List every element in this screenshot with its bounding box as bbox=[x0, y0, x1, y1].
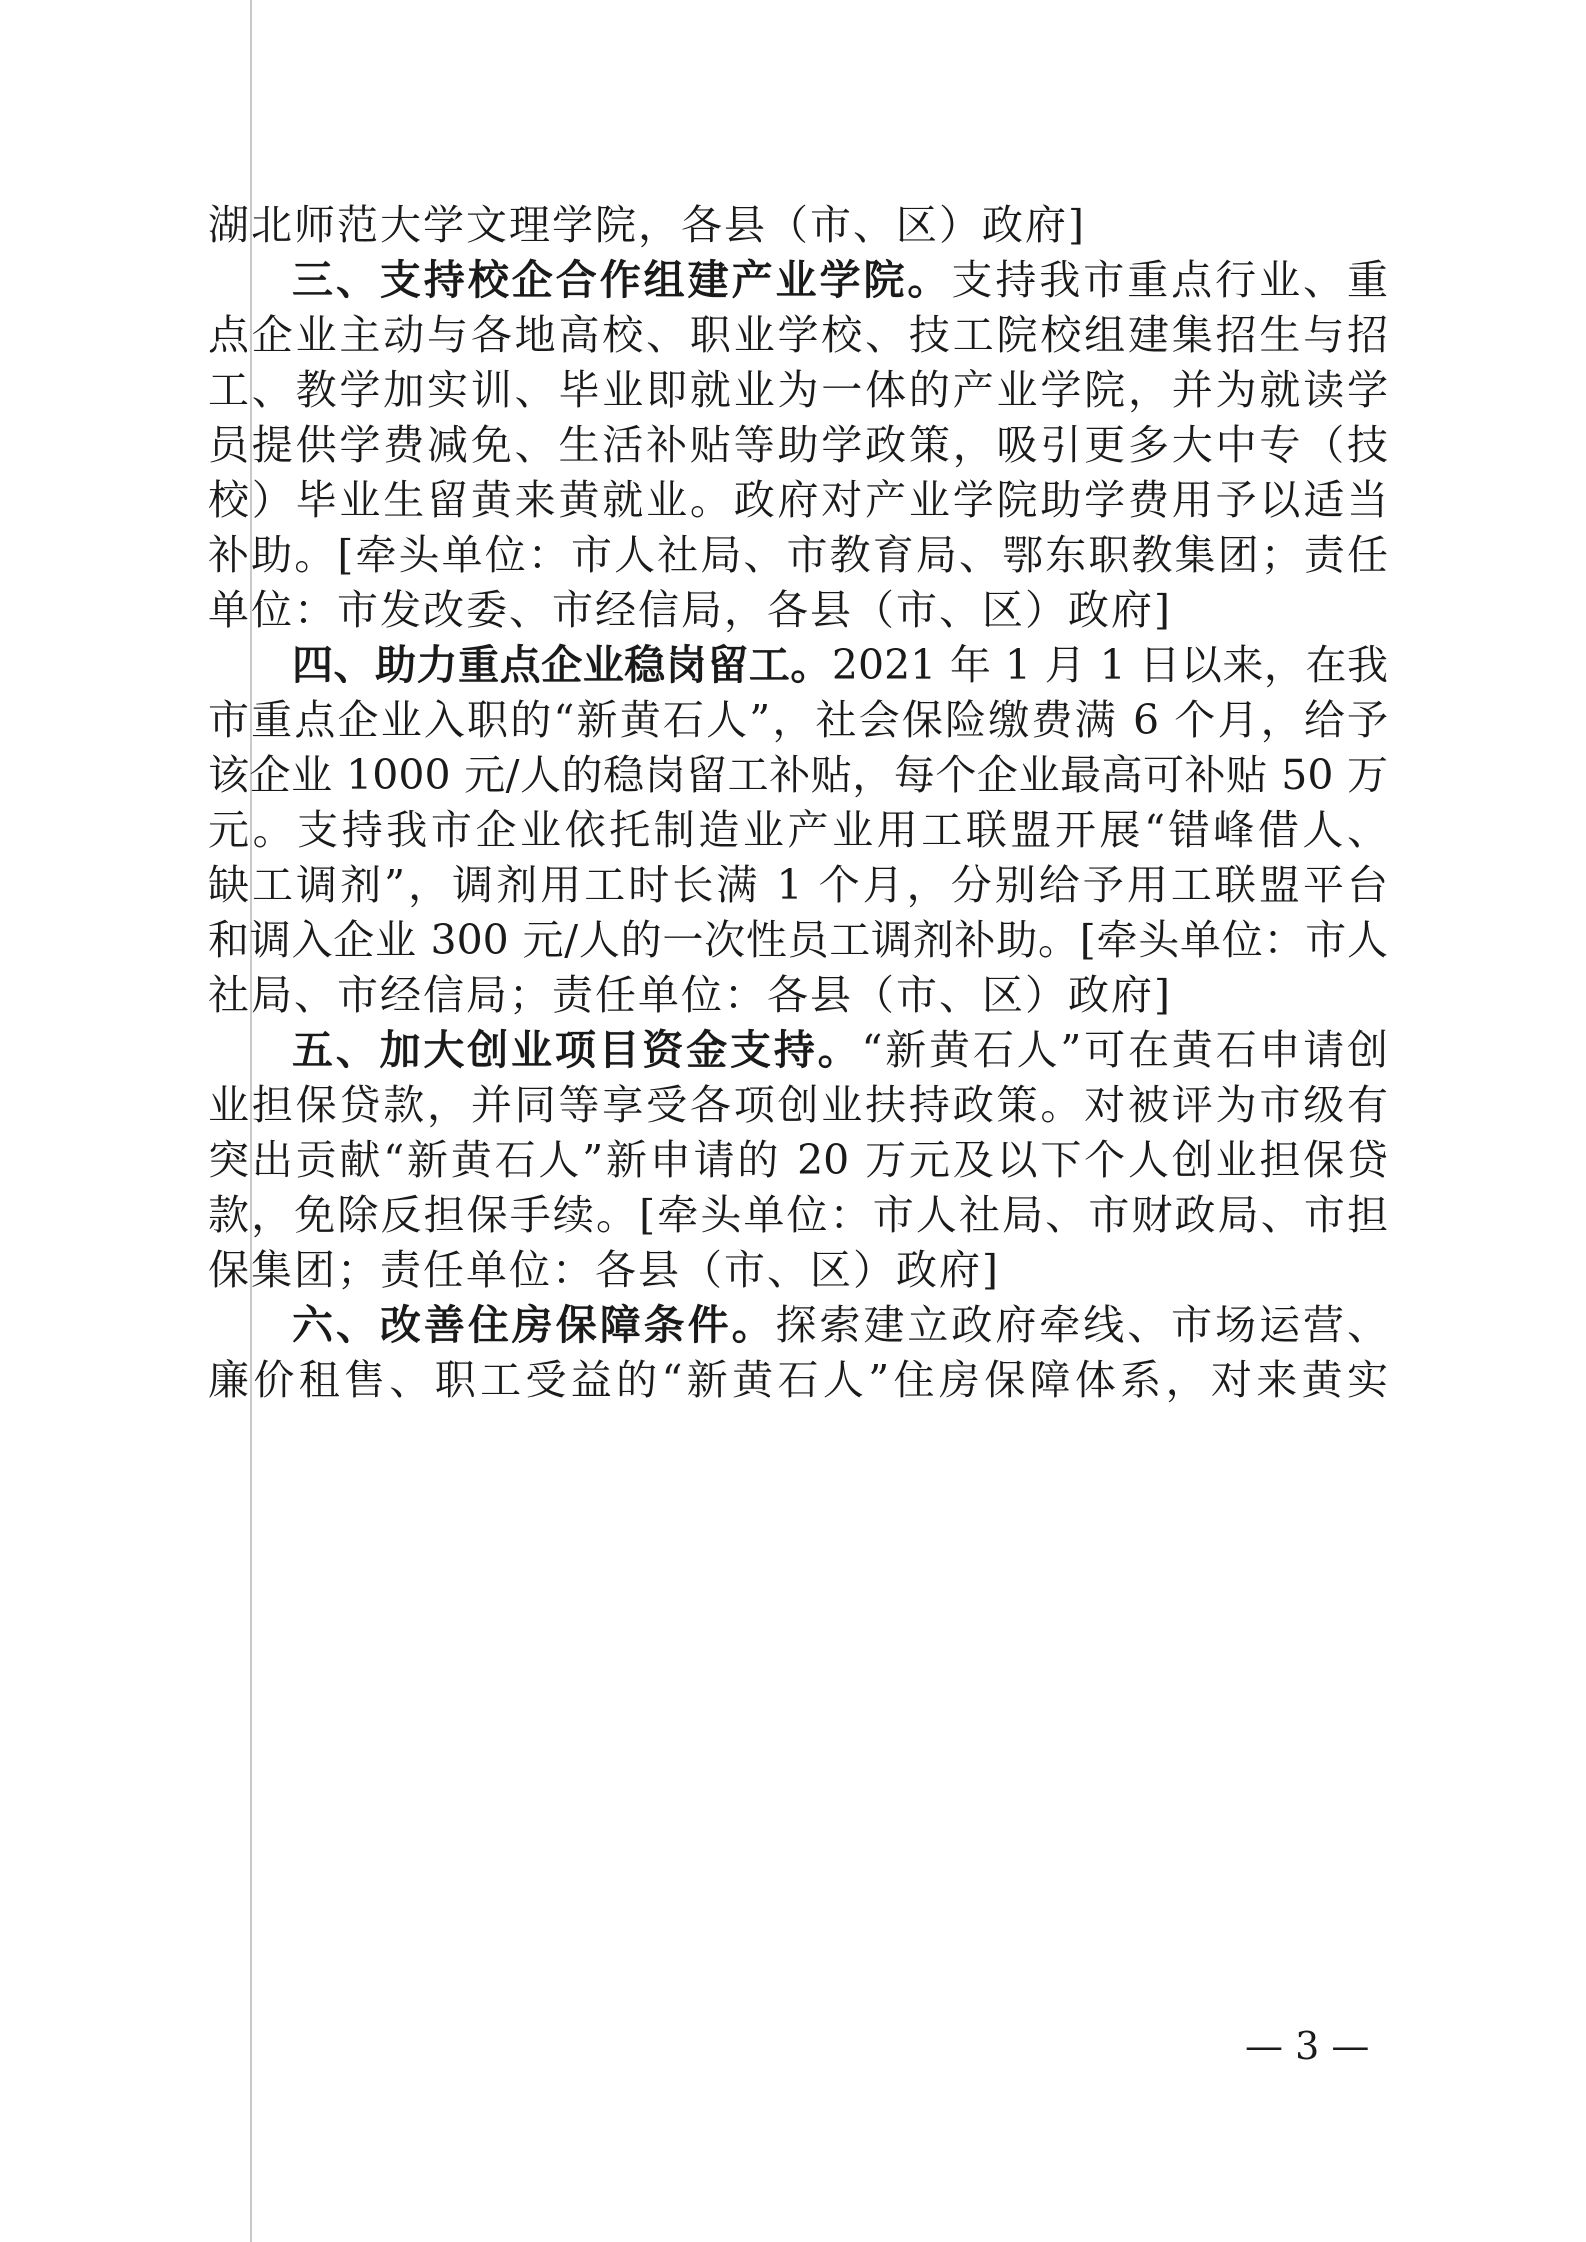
body-line: 市重点企业入职的“新黄石人”，社会保险缴费满 6 个月，给予 bbox=[208, 696, 1388, 744]
body-line: 补助。[牵头单位：市人社局、市教育局、鄂东职教集团；责任 bbox=[208, 531, 1388, 579]
body-line: 湖北师范大学文理学院，各县（市、区）政府] bbox=[208, 201, 1086, 249]
section-4-first-line bbox=[292, 635, 1388, 695]
section-6-first-line bbox=[292, 1295, 1388, 1355]
section-5-first-line bbox=[292, 1020, 1388, 1080]
body-line: 业担保贷款，并同等享受各项创业扶持政策。对被评为市级有 bbox=[208, 1081, 1388, 1129]
section-4-heading: 四、助力重点企业稳岗留工。 bbox=[292, 641, 832, 689]
section-3-first-line bbox=[292, 250, 1388, 310]
section-3-line1-text: 支持我市重点行业、重 bbox=[951, 256, 1388, 304]
body-line: 突出贡献“新黄石人”新申请的 20 万元及以下个人创业担保贷 bbox=[208, 1136, 1388, 1184]
section-3-heading: 三、支持校企合作组建产业学院。 bbox=[292, 256, 952, 304]
section-6-line1-text: 探索建立政府牵线、市场运营、 bbox=[775, 1301, 1389, 1349]
section-4-line1-text: 2021 年 1 月 1 日以来，在我 bbox=[831, 641, 1388, 689]
body-line: 点企业主动与各地高校、职业学校、技工院校组建集招生与招 bbox=[208, 311, 1388, 359]
body-line: 社局、市经信局；责任单位：各县（市、区）政府] bbox=[208, 971, 1172, 1019]
body-line: 该企业 1000 元/人的稳岗留工补贴，每个企业最高可补贴 50 万 bbox=[208, 751, 1388, 799]
body-line: 工、教学加实训、毕业即就业为一体的产业学院，并为就读学 bbox=[208, 366, 1388, 414]
body-line: 员提供学费减免、生活补贴等助学政策，吸引更多大中专（技 bbox=[208, 421, 1388, 469]
body-line: 款，免除反担保手续。[牵头单位：市人社局、市财政局、市担 bbox=[208, 1191, 1388, 1239]
section-6-heading: 六、改善住房保障条件。 bbox=[292, 1301, 776, 1349]
page-number: — 3 — bbox=[1245, 2024, 1370, 2068]
section-5-line1-text: “新黄石人”可在黄石申请创 bbox=[861, 1026, 1389, 1074]
body-line: 单位：市发改委、市经信局，各县（市、区）政府] bbox=[208, 586, 1172, 634]
body-line: 元。支持我市企业依托制造业产业用工联盟开展“错峰借人、 bbox=[208, 806, 1388, 854]
body-line: 保集团；责任单位：各县（市、区）政府] bbox=[208, 1246, 1000, 1294]
body-line: 廉价租售、职工受益的“新黄石人”住房保障体系，对来黄实 bbox=[208, 1356, 1388, 1404]
body-line: 校）毕业生留黄来黄就业。政府对产业学院助学费用予以适当 bbox=[208, 476, 1388, 524]
body-line: 和调入企业 300 元/人的一次性员工调剂补助。[牵头单位：市人 bbox=[208, 916, 1388, 964]
body-line: 缺工调剂”，调剂用工时长满 1 个月，分别给予用工联盟平台 bbox=[208, 861, 1388, 909]
section-5-heading: 五、加大创业项目资金支持。 bbox=[292, 1026, 862, 1074]
